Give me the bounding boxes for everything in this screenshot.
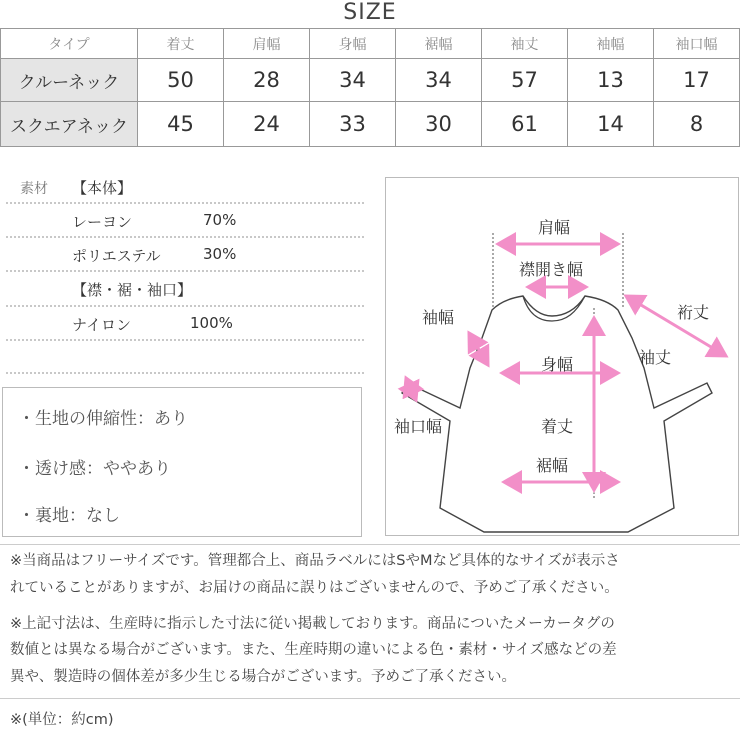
divider xyxy=(6,305,364,307)
table-cell: 61 xyxy=(482,102,568,147)
table-row xyxy=(1,59,740,102)
size-table xyxy=(0,28,740,147)
diagram-label-length: 着丈 xyxy=(541,417,574,436)
row-type: スクエアネック xyxy=(1,102,138,147)
materials-label: 素材 xyxy=(20,181,48,197)
header-cuff-width: 袖口幅 xyxy=(654,29,740,59)
material-item-name: ポリエステル xyxy=(72,247,161,265)
table-cell: 34 xyxy=(396,59,482,102)
property-stretch: ・生地の伸縮性：あり xyxy=(18,409,188,429)
divider xyxy=(0,544,740,545)
table-cell: 14 xyxy=(568,102,654,147)
material-item-name: レーヨン xyxy=(72,213,133,231)
measurement-diagram xyxy=(385,177,739,536)
divider xyxy=(6,372,364,374)
diagram-label-neck: 襟開き幅 xyxy=(519,260,584,279)
header-sleeve-length: 袖丈 xyxy=(482,29,568,59)
header-type: タイプ xyxy=(1,29,138,59)
table-cell: 33 xyxy=(310,102,396,147)
diagram-label-shoulder: 肩幅 xyxy=(538,218,571,237)
divider xyxy=(6,202,364,204)
table-cell: 50 xyxy=(138,59,224,102)
page-title: SIZE xyxy=(343,0,397,25)
header-shoulder: 肩幅 xyxy=(224,29,310,59)
divider xyxy=(6,339,364,341)
diagram-label-cuff: 袖口幅 xyxy=(394,417,443,436)
divider xyxy=(6,236,364,238)
unit-note: ※(単位：約cm) xyxy=(10,712,114,728)
note-line: れていることがありますが、お届けの商品に誤りはございませんので、予めご了承ください。 xyxy=(10,580,619,596)
materials-trim-heading: 【襟・裾・袖口】 xyxy=(72,281,193,299)
property-lining: ・裏地：なし xyxy=(18,506,120,526)
note-line: 数値とは異なる場合がございます。また、生産時期の違いによる色・素材・サイズ感などの差 xyxy=(10,642,617,658)
material-item-pct: 100% xyxy=(190,314,233,332)
table-cell: 45 xyxy=(138,102,224,147)
table-row xyxy=(1,102,740,147)
table-cell: 13 xyxy=(568,59,654,102)
materials-body-heading: 【本体】 xyxy=(72,179,133,197)
material-item-pct: 30% xyxy=(203,245,237,263)
size-table-header-row xyxy=(1,29,740,59)
table-cell: 24 xyxy=(224,102,310,147)
material-item-pct: 70% xyxy=(203,211,237,229)
divider xyxy=(0,698,740,699)
table-cell: 28 xyxy=(224,59,310,102)
header-sleeve-width: 袖幅 xyxy=(568,29,654,59)
diagram-label-sleeve-length: 袖丈 xyxy=(639,348,672,367)
row-type: クルーネック xyxy=(1,59,138,102)
table-cell: 57 xyxy=(482,59,568,102)
material-item-name: ナイロン xyxy=(72,316,131,334)
note-line: ※上記寸法は、生産時に指示した寸法に従い掲載しております。商品についたメーカータグの xyxy=(10,616,615,632)
diagram-label-sleeve-width: 袖幅 xyxy=(422,308,455,327)
table-cell: 17 xyxy=(654,59,740,102)
diagram-label-sleeve-total: 裄丈 xyxy=(677,303,710,322)
header-length: 着丈 xyxy=(138,29,224,59)
diagram-label-hem: 裾幅 xyxy=(536,456,569,475)
header-hem: 裾幅 xyxy=(396,29,482,59)
note-line: 異や、製造時の個体差が多少生じる場合がございます。予めご了承ください。 xyxy=(10,669,517,685)
table-cell: 8 xyxy=(654,102,740,147)
neckline xyxy=(523,296,585,321)
table-cell: 30 xyxy=(396,102,482,147)
diagram-label-chest: 身幅 xyxy=(541,355,574,374)
property-sheerness: ・透け感：ややあり xyxy=(18,459,171,479)
table-cell: 34 xyxy=(310,59,396,102)
note-line: ※当商品はフリーサイズです。管理都合上、商品ラベルにはSやMなど具体的なサイズが表示さ xyxy=(10,553,620,569)
divider xyxy=(6,270,364,272)
header-chest: 身幅 xyxy=(310,29,396,59)
